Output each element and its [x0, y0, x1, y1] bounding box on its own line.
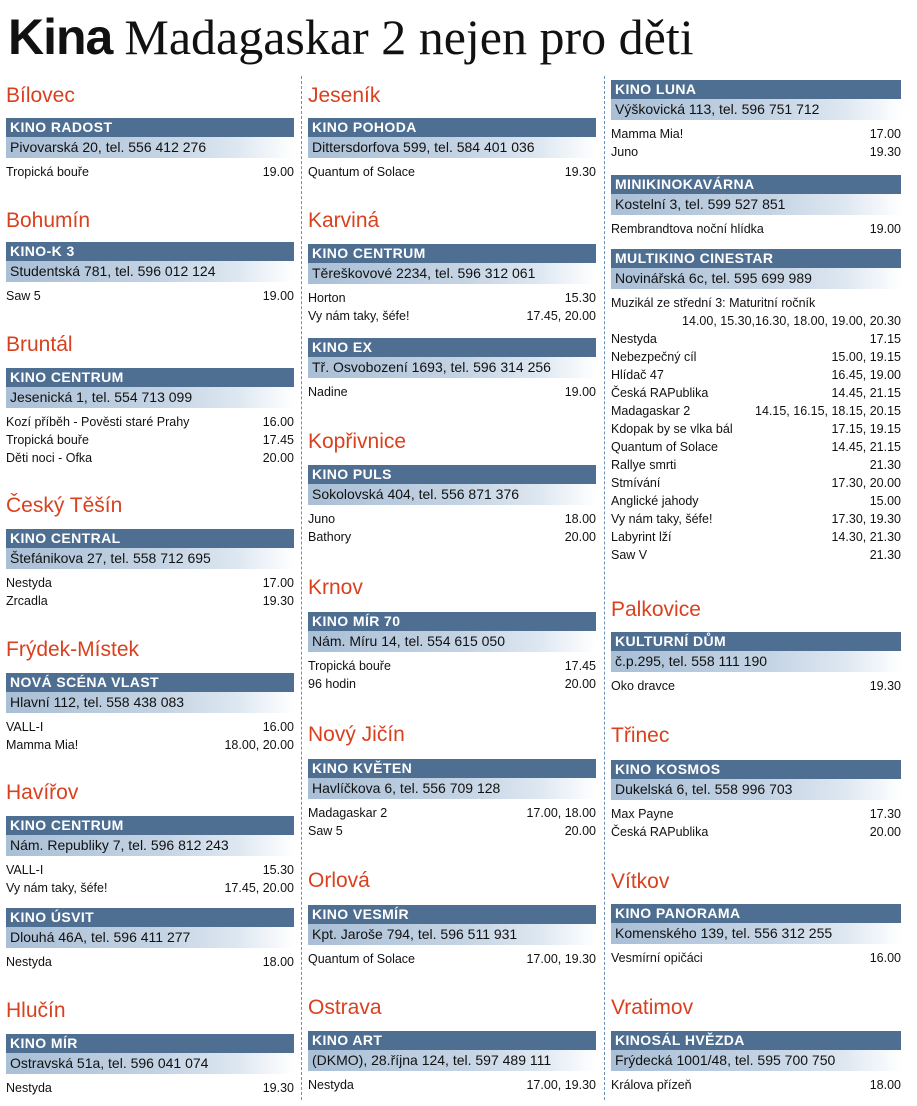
- film-title: Nestyda: [6, 576, 52, 590]
- show-times: 17.00, 19.30: [526, 1078, 596, 1092]
- film-title: Rembrandtova noční hlídka: [611, 222, 764, 236]
- film-title: Max Payne: [611, 807, 674, 821]
- town-heading-jesenik: Jeseník: [308, 84, 381, 107]
- film-title: 96 hodin: [308, 677, 356, 691]
- cinema-kino-art: [308, 1031, 596, 1094]
- show-times: 19.00: [869, 222, 901, 236]
- town-heading-karvina: Karviná: [308, 209, 380, 232]
- show-times: 18.00: [564, 512, 596, 526]
- cinema-name: KINO LUNA: [611, 80, 901, 99]
- listing-column-2: [308, 76, 596, 1106]
- cinema-kino-radost: [6, 118, 294, 181]
- film-title: Rallye smrti: [611, 458, 677, 472]
- show-times: 19.30: [262, 594, 294, 608]
- film-title: Vy nám taky, šéfe!: [308, 309, 410, 323]
- town-heading-orlova: Orlová: [308, 869, 370, 892]
- show-times: 20.00: [564, 824, 596, 838]
- showtime-row: [611, 330, 901, 348]
- show-times: 17.45, 20.00: [526, 309, 596, 323]
- cinema-address: Nám. Míru 14, tel. 554 615 050: [308, 631, 596, 652]
- cinema-name: KINO CENTRUM: [6, 816, 294, 835]
- film-title: Oko dravce: [611, 679, 675, 693]
- showtime-row: [611, 456, 901, 474]
- film-title: Nadine: [308, 385, 348, 399]
- cinema-name: KINO POHODA: [308, 118, 596, 137]
- show-times: 15.30: [262, 863, 294, 877]
- showtimes-list: [6, 953, 294, 971]
- showtimes-list: [611, 677, 901, 695]
- showtimes-list: [611, 1076, 901, 1094]
- show-times: 20.00: [869, 825, 901, 839]
- film-title: Česká RAPublika: [611, 825, 709, 839]
- film-title: Vy nám taky, šéfe!: [6, 881, 108, 895]
- cinema-kulturni-dum: [611, 632, 901, 695]
- show-times: 18.00: [262, 955, 294, 969]
- page-title: [8, 6, 913, 68]
- showtime-row: [308, 383, 596, 401]
- town-heading-ostrava: Ostrava: [308, 996, 382, 1019]
- showtimes-list: [611, 949, 901, 967]
- show-times: 16.00: [262, 720, 294, 734]
- showtime-row: [308, 657, 596, 675]
- cinema-address: Novinářská 6c, tel. 595 699 989: [611, 268, 901, 289]
- show-times: 17.00, 18.00: [526, 806, 596, 820]
- showtimes-list: [308, 950, 596, 968]
- show-times: 16.00: [262, 415, 294, 429]
- cinema-name: KINO EX: [308, 338, 596, 357]
- cinema-address: Dlouhá 46A, tel. 596 411 277: [6, 927, 294, 948]
- showtime-row: [611, 402, 901, 420]
- cinema-kino-k-3: [6, 242, 294, 305]
- film-title: Nestyda: [308, 1078, 354, 1092]
- showtimes-list: [611, 294, 901, 564]
- film-title: Madagaskar 2: [611, 404, 691, 418]
- show-times: 14.15, 16.15, 18.15, 20.15: [755, 404, 901, 418]
- cinema-address: Těreškovové 2234, tel. 596 312 061: [308, 263, 596, 284]
- showtime-row: [6, 1079, 294, 1097]
- film-title: Juno: [611, 145, 639, 159]
- showtimes-list: [611, 805, 901, 841]
- show-times: 17.15, 19.15: [831, 422, 901, 436]
- showtime-row: [611, 294, 901, 330]
- cinema-minikinokavarna: [611, 175, 901, 238]
- showtime-row: [611, 823, 901, 841]
- show-times: 17.15: [869, 332, 901, 346]
- film-title: Mamma Mia!: [6, 738, 79, 752]
- cinema-address: Ostravská 51a, tel. 596 041 074: [6, 1053, 294, 1074]
- cinema-address: Kostelní 3, tel. 599 527 851: [611, 194, 901, 215]
- cinema-address: Dittersdorfova 599, tel. 584 401 036: [308, 137, 596, 158]
- cinema-kino-ex: [308, 338, 596, 401]
- cinema-address: Tř. Osvobození 1693, tel. 596 314 256: [308, 357, 596, 378]
- showtimes-list: [6, 413, 294, 467]
- showtime-row: [308, 950, 596, 968]
- film-title: Zrcadla: [6, 594, 48, 608]
- showtime-row: [611, 528, 901, 546]
- listing-column-3: [611, 76, 901, 1106]
- cinema-address: Studentská 781, tel. 596 012 124: [6, 261, 294, 282]
- show-times: 15.30: [564, 291, 596, 305]
- cinema-address: Pivovarská 20, tel. 556 412 276: [6, 137, 294, 158]
- showtimes-list: [6, 718, 294, 754]
- cinema-address: Štefánikova 27, tel. 558 712 695: [6, 548, 294, 569]
- film-title: Tropická bouře: [6, 165, 89, 179]
- show-times: 17.00: [869, 127, 901, 141]
- showtime-row: [308, 675, 596, 693]
- cinema-name: KINO KVĚTEN: [308, 759, 596, 778]
- cinema-kinosal-hvezda: [611, 1031, 901, 1094]
- show-times: 14.00, 15.30,16.30, 18.00, 19.00, 20.30: [682, 314, 901, 328]
- cinema-name: KINO CENTRUM: [308, 244, 596, 263]
- showtime-row: [308, 510, 596, 528]
- show-times: 18.00: [869, 1078, 901, 1092]
- cinema-nova-scena-vlast: [6, 673, 294, 754]
- film-title: Tropická bouře: [308, 659, 391, 673]
- showtime-row: [6, 413, 294, 431]
- film-title: Nebezpečný cíl: [611, 350, 697, 364]
- film-title: Muzikál ze střední 3: Maturitní ročník: [611, 296, 816, 310]
- town-heading-bruntal: Bruntál: [6, 333, 73, 356]
- town-heading-vratimov: Vratimov: [611, 996, 694, 1019]
- cinema-name: NOVÁ SCÉNA VLAST: [6, 673, 294, 692]
- cinema-name: KINO KOSMOS: [611, 760, 901, 779]
- section-label: Kina: [8, 9, 113, 65]
- cinema-name: KINO MÍR 70: [308, 612, 596, 631]
- listing-column-1: [6, 76, 294, 1106]
- film-title: Tropická bouře: [6, 433, 89, 447]
- cinema-kino-central: [6, 529, 294, 610]
- show-times: 15.00, 19.15: [831, 350, 901, 364]
- town-heading-krnov: Krnov: [308, 576, 363, 599]
- film-title: Anglické jahody: [611, 494, 699, 508]
- headline: Madagaskar 2 nejen pro děti: [124, 9, 694, 65]
- film-title: Nestyda: [6, 1081, 52, 1095]
- film-title: Děti noci - Ofka: [6, 451, 93, 465]
- cinema-kino-centrum: [308, 244, 596, 325]
- showtime-row: [6, 879, 294, 897]
- film-title: Kozí příběh - Pověsti staré Prahy: [6, 415, 190, 429]
- show-times: 17.30: [869, 807, 901, 821]
- cinema-kino-centrum: [6, 368, 294, 467]
- show-times: 17.30, 20.00: [831, 476, 901, 490]
- showtimes-list: [308, 383, 596, 401]
- town-heading-frydek-mistek: Frýdek-Místek: [6, 638, 140, 661]
- showtimes-list: [6, 163, 294, 181]
- showtimes-list: [6, 1079, 294, 1097]
- showtimes-list: [308, 657, 596, 693]
- showtimes-list: [6, 861, 294, 897]
- show-times: 17.00: [262, 576, 294, 590]
- cinema-multikino-cinestar: [611, 249, 901, 564]
- show-times: 19.30: [869, 145, 901, 159]
- cinema-kino-mir: [6, 1034, 294, 1097]
- showtime-row: [6, 449, 294, 467]
- show-times: 16.00: [869, 951, 901, 965]
- cinema-kino-panorama: [611, 904, 901, 967]
- showtime-row: [611, 474, 901, 492]
- showtime-row: [611, 348, 901, 366]
- cinema-kino-luna: [611, 80, 901, 161]
- cinema-kino-kosmos: [611, 760, 901, 841]
- film-title: Vy nám taky, šéfe!: [611, 512, 713, 526]
- film-title: Kdopak by se vlka bál: [611, 422, 733, 436]
- town-heading-cesky-tesin: Český Těšín: [6, 494, 123, 517]
- showtime-row: [308, 822, 596, 840]
- showtime-row: [611, 677, 901, 695]
- cinema-kino-mir-70: [308, 612, 596, 693]
- cinema-name: KINO VESMÍR: [308, 905, 596, 924]
- film-title: Saw V: [611, 548, 648, 562]
- show-times: 14.45, 21.15: [831, 440, 901, 454]
- film-title: Quantum of Solace: [308, 165, 416, 179]
- showtime-row: [611, 805, 901, 823]
- showtime-row: [308, 1076, 596, 1094]
- showtime-row: [6, 431, 294, 449]
- showtimes-list: [611, 220, 901, 238]
- cinema-name: KINO PULS: [308, 465, 596, 484]
- showtime-row: [6, 953, 294, 971]
- town-heading-bilovec: Bílovec: [6, 84, 75, 107]
- town-heading-trinec: Třinec: [611, 724, 670, 747]
- showtime-row: [6, 861, 294, 879]
- showtimes-list: [6, 574, 294, 610]
- showtime-row: [611, 1076, 901, 1094]
- cinema-name: KINO RADOST: [6, 118, 294, 137]
- film-title: Hlídač 47: [611, 368, 664, 382]
- showtimes-list: [308, 163, 596, 181]
- show-times: 17.00, 19.30: [526, 952, 596, 966]
- show-times: 19.00: [262, 289, 294, 303]
- film-title: Labyrint lží: [611, 530, 672, 544]
- showtimes-list: [6, 287, 294, 305]
- cinema-name: KINO MÍR: [6, 1034, 294, 1053]
- cinema-address: Dukelská 6, tel. 558 996 703: [611, 779, 901, 800]
- cinema-name: KINO CENTRUM: [6, 368, 294, 387]
- showtime-row: [611, 220, 901, 238]
- showtime-row: [308, 163, 596, 181]
- show-times: 17.30, 19.30: [831, 512, 901, 526]
- film-title: VALL-I: [6, 863, 44, 877]
- showtimes-list: [611, 125, 901, 161]
- cinema-address: Výškovická 113, tel. 596 751 712: [611, 99, 901, 120]
- show-times: 16.45, 19.00: [831, 368, 901, 382]
- cinema-name: MULTIKINO CINESTAR: [611, 249, 901, 268]
- showtimes-list: [308, 510, 596, 546]
- cinema-name: KINO ÚSVIT: [6, 908, 294, 927]
- film-title: Horton: [308, 291, 346, 305]
- town-heading-novy-jicin: Nový Jičín: [308, 723, 405, 746]
- film-title: Quantum of Solace: [611, 440, 719, 454]
- town-heading-bohumin: Bohumín: [6, 209, 91, 232]
- cinema-address: Jesenická 1, tel. 554 713 099: [6, 387, 294, 408]
- cinema-kino-vesmir: [308, 905, 596, 968]
- show-times: 19.30: [869, 679, 901, 693]
- showtimes-list: [308, 804, 596, 840]
- film-title: Mamma Mia!: [611, 127, 684, 141]
- showtimes-list: [308, 289, 596, 325]
- cinema-address: Havlíčkova 6, tel. 556 709 128: [308, 778, 596, 799]
- showtime-row: [611, 366, 901, 384]
- cinema-address: Nám. Republiky 7, tel. 596 812 243: [6, 835, 294, 856]
- showtime-row: [611, 125, 901, 143]
- cinema-kino-usvit: [6, 908, 294, 971]
- film-title: Králova přízeň: [611, 1078, 692, 1092]
- film-title: VALL-I: [6, 720, 44, 734]
- film-title: Stmívání: [611, 476, 661, 490]
- show-times: 19.00: [564, 385, 596, 399]
- film-title: Bathory: [308, 530, 352, 544]
- showtime-row: [611, 510, 901, 528]
- film-title: Nestyda: [611, 332, 657, 346]
- showtime-row: [308, 528, 596, 546]
- showtime-row: [611, 384, 901, 402]
- cinema-address: Komenského 139, tel. 556 312 255: [611, 923, 901, 944]
- show-times: 20.00: [262, 451, 294, 465]
- town-heading-koprivnice: Kopřivnice: [308, 430, 407, 453]
- show-times: 17.45, 20.00: [224, 881, 294, 895]
- film-title: Madagaskar 2: [308, 806, 388, 820]
- cinema-kino-centrum: [6, 816, 294, 897]
- cinema-name: KINO PANORAMA: [611, 904, 901, 923]
- cinema-address: (DKMO), 28.října 124, tel. 597 489 111: [308, 1050, 596, 1071]
- town-heading-hlucin: Hlučín: [6, 999, 66, 1022]
- show-times: 14.30, 21.30: [831, 530, 901, 544]
- cinema-name: MINIKINOKAVÁRNA: [611, 175, 901, 194]
- show-times: 21.30: [869, 458, 901, 472]
- show-times: 15.00: [869, 494, 901, 508]
- showtime-row: [308, 289, 596, 307]
- town-heading-vitkov: Vítkov: [611, 870, 670, 893]
- cinema-kino-puls: [308, 465, 596, 546]
- show-times: 17.45: [564, 659, 596, 673]
- cinema-name: KINO-K 3: [6, 242, 294, 261]
- showtime-row: [6, 287, 294, 305]
- show-times: 19.00: [262, 165, 294, 179]
- show-times: 18.00, 20.00: [224, 738, 294, 752]
- film-title: Juno: [308, 512, 336, 526]
- town-heading-palkovice: Palkovice: [611, 598, 701, 621]
- show-times: 19.30: [564, 165, 596, 179]
- showtime-row: [6, 574, 294, 592]
- film-title: Vesmírní opičáci: [611, 951, 703, 965]
- cinema-name: KINOSÁL HVĚZDA: [611, 1031, 901, 1050]
- cinema-address: Sokolovská 404, tel. 556 871 376: [308, 484, 596, 505]
- showtime-row: [611, 143, 901, 161]
- show-times: 17.45: [262, 433, 294, 447]
- cinema-name: KULTURNÍ DŮM: [611, 632, 901, 651]
- showtime-row: [6, 718, 294, 736]
- showtimes-list: [308, 1076, 596, 1094]
- film-title: Saw 5: [6, 289, 41, 303]
- cinema-kino-pohoda: [308, 118, 596, 181]
- show-times: 20.00: [564, 677, 596, 691]
- showtime-row: [6, 736, 294, 754]
- showtime-row: [611, 420, 901, 438]
- showtime-row: [611, 546, 901, 564]
- showtime-row: [308, 307, 596, 325]
- column-divider: [604, 76, 605, 1100]
- cinema-address: Frýdecká 1001/48, tel. 595 700 750: [611, 1050, 901, 1071]
- cinema-address: Kpt. Jaroše 794, tel. 596 511 931: [308, 924, 596, 945]
- cinema-name: KINO CENTRAL: [6, 529, 294, 548]
- showtime-row: [6, 592, 294, 610]
- show-times: 21.30: [869, 548, 901, 562]
- film-title: Nestyda: [6, 955, 52, 969]
- cinema-kino-kveten: [308, 759, 596, 840]
- showtime-row: [611, 492, 901, 510]
- town-heading-havirov: Havířov: [6, 781, 79, 804]
- film-title: Saw 5: [308, 824, 343, 838]
- film-title: Česká RAPublika: [611, 386, 709, 400]
- cinema-address: č.p.295, tel. 558 111 190: [611, 651, 901, 672]
- show-times: 14.45, 21.15: [831, 386, 901, 400]
- show-times: 20.00: [564, 530, 596, 544]
- cinema-name: KINO ART: [308, 1031, 596, 1050]
- showtime-row: [611, 438, 901, 456]
- show-times: 19.30: [262, 1081, 294, 1095]
- showtime-row: [611, 949, 901, 967]
- cinema-address: Hlavní 112, tel. 558 438 083: [6, 692, 294, 713]
- showtime-row: [6, 163, 294, 181]
- column-divider: [301, 76, 302, 1100]
- film-title: Quantum of Solace: [308, 952, 416, 966]
- showtime-row: [308, 804, 596, 822]
